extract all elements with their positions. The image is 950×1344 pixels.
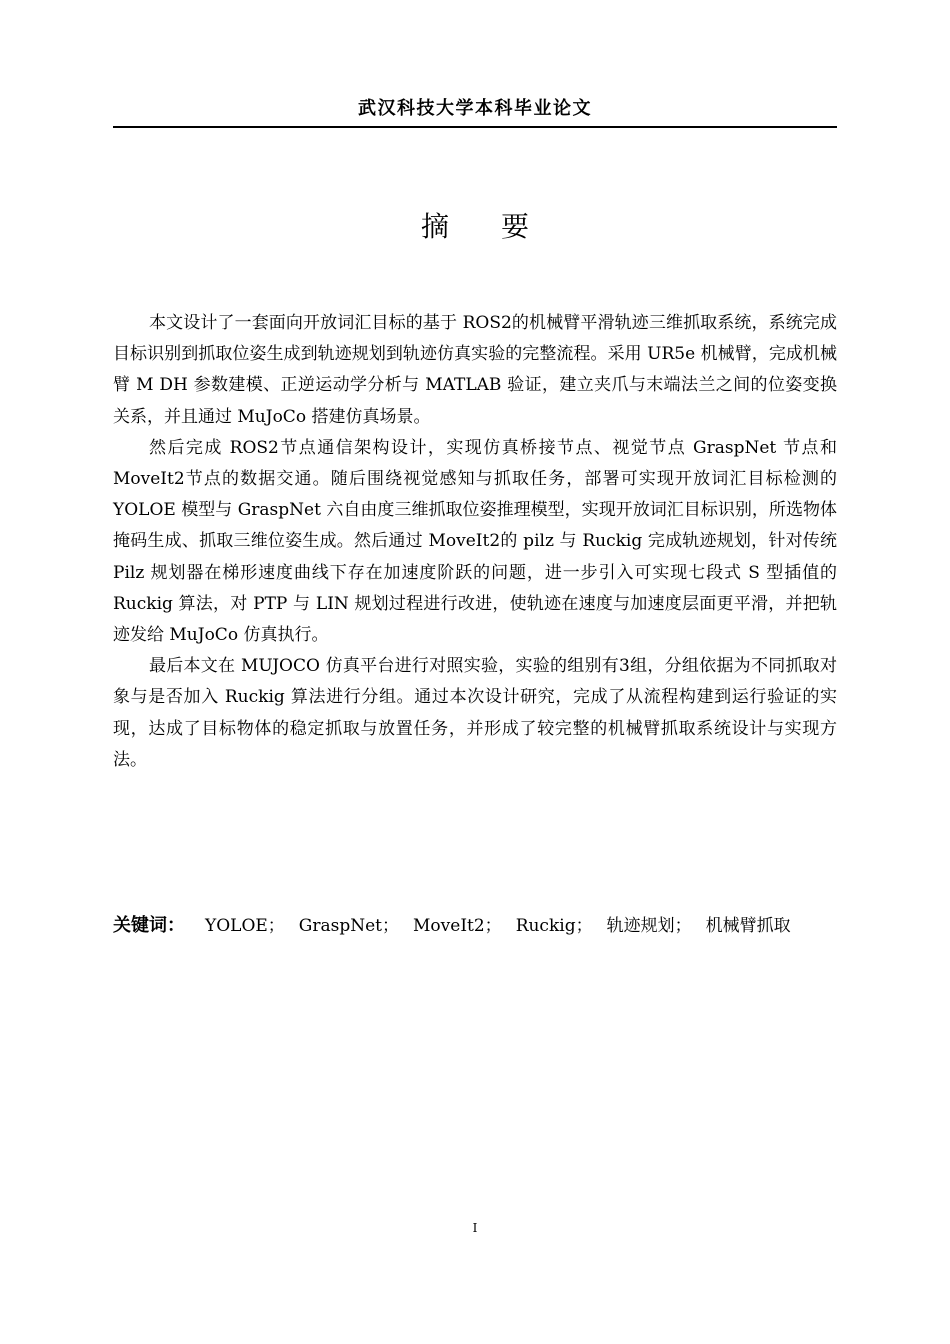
page-number: I — [472, 1221, 478, 1235]
keyword-item: MoveIt2； — [413, 916, 502, 936]
keyword-item: 轨迹规划； — [606, 916, 692, 936]
keywords-line — [113, 911, 837, 941]
abstract-body — [113, 308, 837, 776]
keyword-item: Ruckig； — [515, 916, 593, 936]
keyword-item: YOLOE； — [205, 916, 285, 936]
keyword-item: 机械臂抓取 — [705, 916, 791, 936]
keywords-label: 关键词： — [113, 915, 185, 936]
header-rule — [113, 126, 837, 128]
keyword-item: GraspNet； — [298, 916, 400, 936]
page-header — [113, 96, 837, 128]
abstract-paragraph: 本文设计了一套面向开放词汇目标的基于 ROS2的机械臂平滑轨迹三维抓取系统，系统完成目标识别到抓取位姿生成到轨迹规划到轨迹仿真实验的完整流程。采用 UR5e 机械臂，完成机械臂 M DH 参数建模、正逆运动学分析与 MATLAB 验证，建立夹爪与末端法兰之间的位姿变换关系，并且通过 MuJoCo 搭建仿真场景。 — [113, 313, 837, 427]
header-title: 武汉科技大学本科毕业论文 — [358, 98, 592, 119]
abstract-title: 摘要 — [420, 210, 581, 243]
abstract-paragraph: 然后完成 ROS2节点通信架构设计，实现仿真桥接节点、视觉节点 GraspNet 节点和 MoveIt2节点的数据交通。随后围绕视觉感知与抓取任务，部署可实现开放词汇目标检测的 YOLOE 模型与 GraspNet 六自由度三维抓取位姿推理模型，实现开放词汇目标识别，所选物体掩码生成、抓取三维位姿生成。然后通过 MoveIt2的 pilz 与 Ruckig 完成轨迹规划，针对传统 Pilz 规划器在梯形速度曲线下存在加速度阶跃的问题，进一步引入可实现七段式 S 型插值的 Ruckig 算法，对 PTP 与 LIN 规划过程进行改进，使轨迹在速度与加速度层面更平滑，并把轨迹发给 MuJoCo 仿真执行。 — [113, 437, 837, 646]
abstract-paragraph: 最后本文在 MUJOCO 仿真平台进行对照实验，实验的组别有3组，分组依据为不同抓取对象与是否加入 Ruckig 算法进行分组。通过本次设计研究，完成了从流程构建到运行验证的实现，达成了目标物体的稳定抓取与放置任务，并形成了较完整的机械臂抓取系统设计与实现方法。 — [113, 656, 837, 770]
